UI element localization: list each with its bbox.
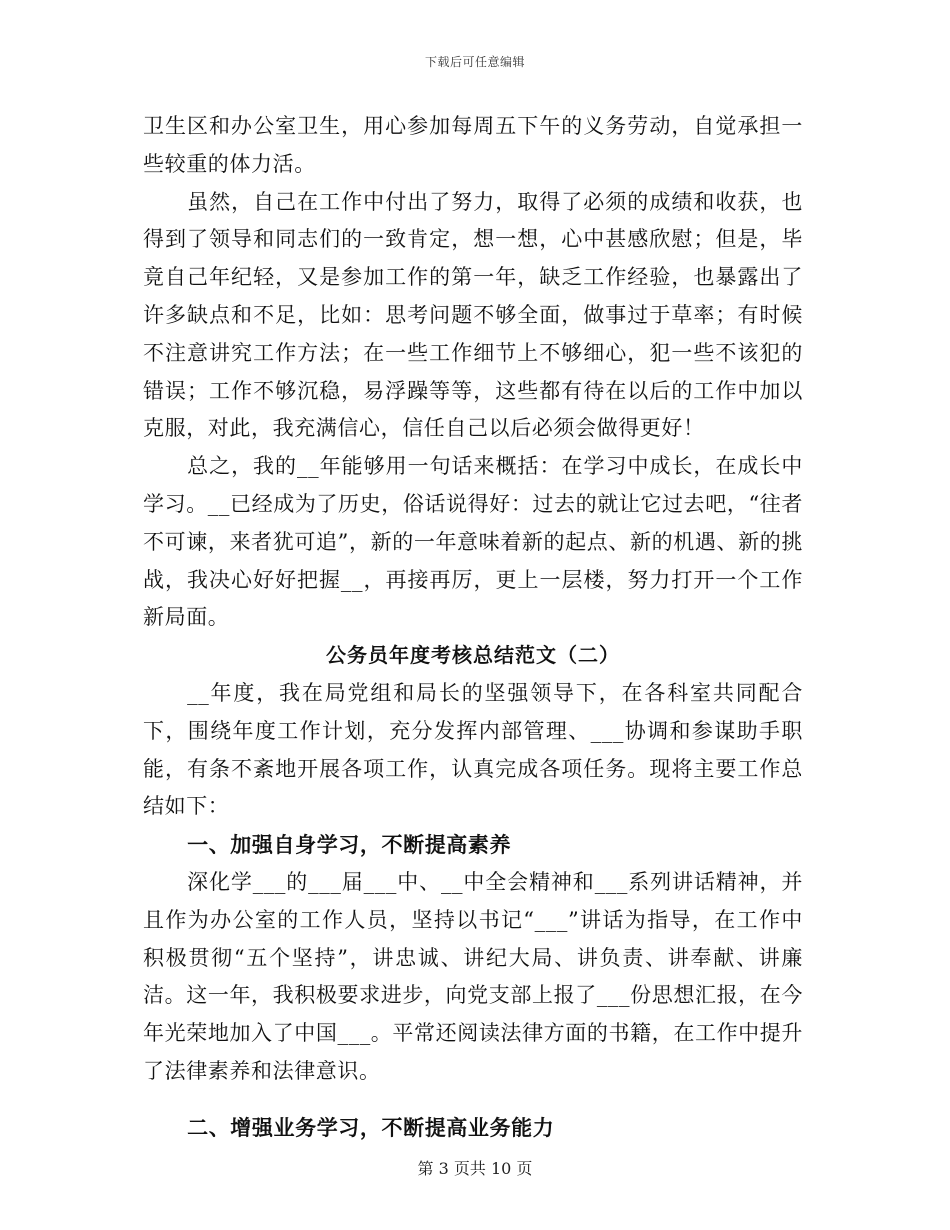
paragraph-continued: 卫生区和办公室卫生，用心参加每周五下午的义务劳动，自觉承担一些较重的体力活。	[143, 114, 803, 176]
section-heading-1: 一、加强自身学习，不断提高素养	[187, 832, 512, 858]
section-title: 公务员年度考核总结范文（二）	[326, 643, 620, 668]
paragraph-conclusion: 总之，我的__年能够用一句话来概括：在学习中成长，在成长中学习。__已经成为了历史，俗话说得好：过去的就让它过去吧，“往者不可谏，来者犹可追”，新的一年意味着新的起点、新的机遇、新的挑战，我决心好好把握__，再接再厉，更上一层楼，努力打开一个工作新局面。	[143, 454, 803, 630]
page-header: 下载后可任意编辑	[424, 55, 525, 69]
document-body	[143, 108, 803, 1147]
paragraph-shortcomings: 虽然，自己在工作中付出了努力，取得了必须的成绩和收获，也得到了领导和同志们的一致肯定，想一想，心中甚感欣慰；但是，毕竟自己年纪轻，又是参加工作的第一年，缺乏工作经验，也暴露出了许多缺点和不足，比如：思考问题不够全面，做事过于草率；有时候不注意讲究工作方法；在一些工作细节上不够细心，犯一些不该犯的错误；工作不够沉稳，易浮躁等等，这些都有待在以后的工作中加以克服，对此，我充满信心，信任自己以后必须会做得更好！	[143, 189, 803, 441]
paragraph-study: 深化学___的___届___中、__中全会精神和___系列讲话精神，并且作为办公室的工作人员，坚持以书记“___”讲话为指导，在工作中积极贯彻“五个坚持”，讲忠诚、讲纪大局、讲负责、讲奉献、讲廉洁。这一年，我积极要求进步，向党支部上报了___份思想汇报，在今年光荣地加入了中国___。平常还阅读法律方面的书籍，在工作中提升了法律素养和法律意识。	[143, 869, 803, 1083]
section-heading-2: 二、增强业务学习，不断提高业务能力	[187, 1114, 555, 1140]
page-footer: 第 3 页共 10 页	[417, 1159, 533, 1178]
paragraph-intro: __年度，我在局党组和局长的坚强领导下，在各科室共同配合下，围绕年度工作计划，充分发挥内部管理、___协调和参谋助手职能，有条不紊地开展各项工作，认真完成各项任务。现将主要工作总结如下：	[143, 680, 803, 819]
